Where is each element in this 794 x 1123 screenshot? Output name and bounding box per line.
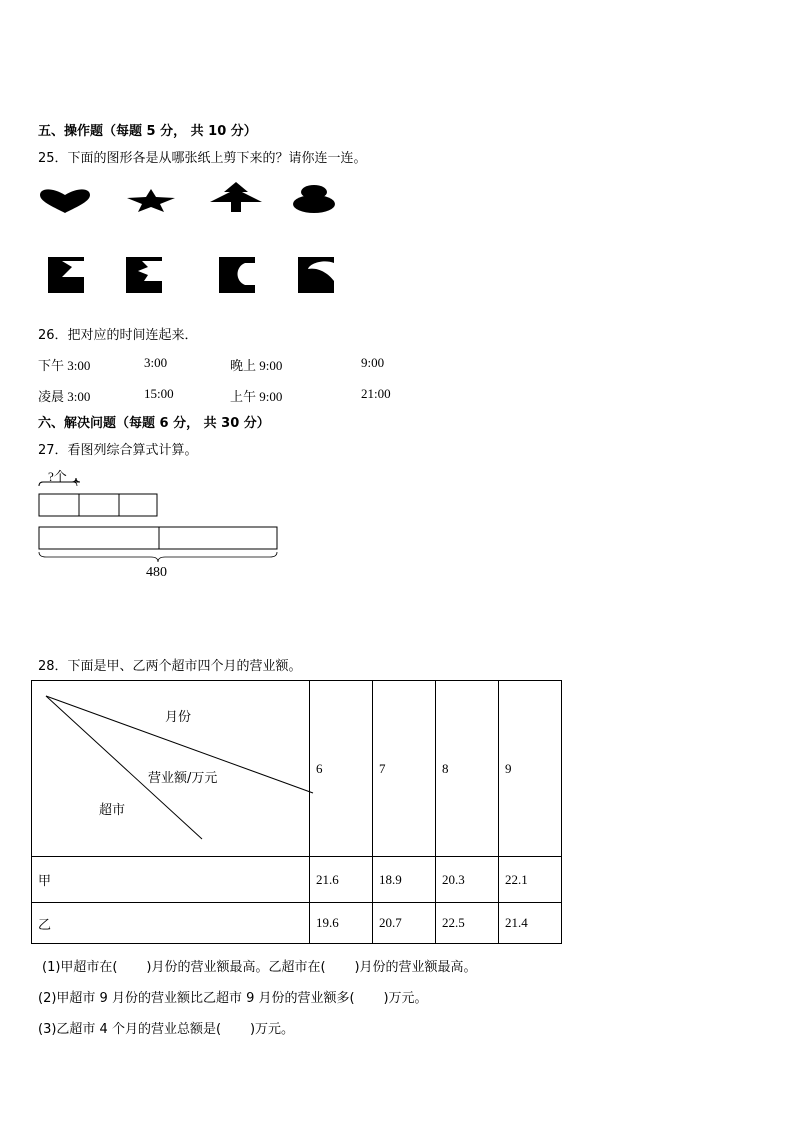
- table-row: [32, 903, 562, 944]
- time-15-00: 15:00: [144, 386, 174, 401]
- paper-cut-tree-notch: [219, 257, 255, 293]
- question-27: 27．看图列综合算式计算。: [38, 443, 198, 458]
- time-3-00: 3:00: [144, 355, 168, 370]
- tree-icon: [208, 182, 264, 212]
- unknown-count-label: ?个: [48, 469, 67, 484]
- section5-heading: 五、操作题（每题 5 分， 共 10 分）: [38, 124, 257, 139]
- sub-question-3: (3)乙超市 4 个月的营业总额是( )万元。: [38, 1022, 295, 1037]
- market-name: 甲: [32, 857, 310, 903]
- month-header: 7: [373, 681, 436, 857]
- revenue-cell: 21.4: [499, 903, 562, 944]
- sales-table: [31, 680, 562, 944]
- corner-label-market: 超市: [99, 803, 126, 818]
- paper-cut-star-notch: [126, 257, 162, 293]
- revenue-cell: 22.5: [436, 903, 499, 944]
- time-9-00: 9:00: [361, 355, 385, 370]
- segment-bar-diagram: [36, 478, 286, 568]
- month-header: 9: [499, 681, 562, 857]
- table-corner-cell: [32, 681, 310, 857]
- market-name: 乙: [32, 903, 310, 944]
- revenue-cell: 18.9: [373, 857, 436, 903]
- time-afternoon-3: 下午 3:00: [38, 358, 91, 373]
- revenue-cell: 22.1: [499, 857, 562, 903]
- question-28: 28．下面是甲、乙两个超市四个月的营业额。: [38, 659, 302, 674]
- corner-label-revenue: 营业额/万元: [148, 771, 218, 786]
- total-label: 480: [146, 565, 167, 580]
- table-row: [32, 857, 562, 903]
- month-header: 8: [436, 681, 499, 857]
- snowman-icon: [292, 185, 336, 213]
- heart-icon: [38, 188, 92, 214]
- revenue-cell: 20.3: [436, 857, 499, 903]
- time-morning-9: 上午 9:00: [230, 389, 283, 404]
- paper-cut-heart-notch: [48, 257, 84, 293]
- table-header-row: [32, 681, 562, 857]
- time-early-morning-3: 凌晨 3:00: [38, 389, 91, 404]
- sub-question-2: (2)甲超市 9 月份的营业额比乙超市 9 月份的营业额多( )万元。: [38, 991, 428, 1006]
- revenue-cell: 20.7: [373, 903, 436, 944]
- revenue-cell: 19.6: [310, 903, 373, 944]
- time-evening-9: 晚上 9:00: [230, 358, 283, 373]
- paper-cut-round-notch: [298, 257, 334, 293]
- corner-label-month: 月份: [165, 710, 192, 725]
- star-icon: [126, 188, 176, 212]
- sub-question-1: (1)甲超市在( )月份的营业额最高。乙超市在( )月份的营业额最高。: [42, 960, 477, 975]
- month-header: 6: [310, 681, 373, 857]
- section6-heading: 六、解决问题（每题 6 分， 共 30 分）: [38, 416, 270, 431]
- question-26: 26．把对应的时间连起来．: [38, 328, 198, 343]
- revenue-cell: 21.6: [310, 857, 373, 903]
- question-25: 25．下面的图形各是从哪张纸上剪下来的？请你连一连。: [38, 151, 367, 166]
- time-21-00: 21:00: [361, 386, 391, 401]
